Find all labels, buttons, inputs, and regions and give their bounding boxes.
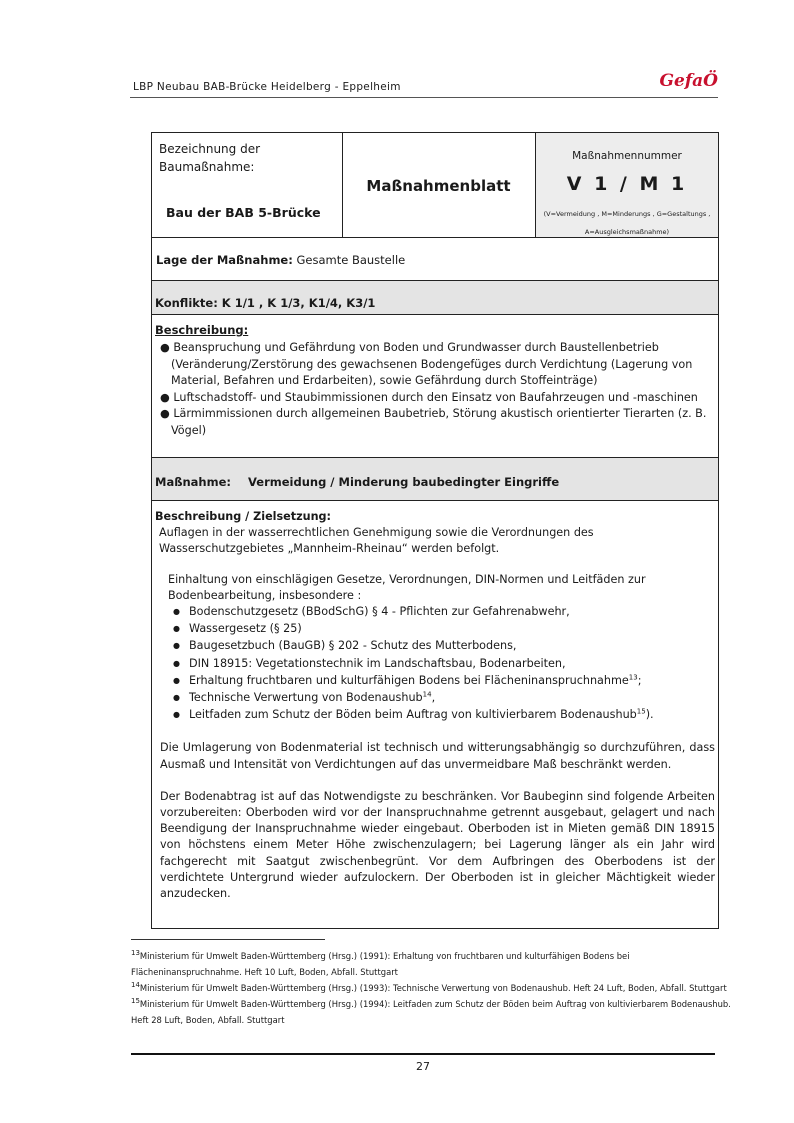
measure-type-legend bbox=[536, 205, 718, 241]
objective-paragraph: Die Umlagerung von Bodenmaterial ist technisch und witterungsabhängig so durchzuführen, dass Ausmaß und Intensität von Verdichtungen auf das unvermeidbare Maß beschränkt werden. bbox=[160, 741, 715, 771]
legend-line: (V=Vermeidung , M=Minderungs , G=Gestaltungs , bbox=[543, 210, 711, 218]
list-item: ● Wassergesetz (§ 25) bbox=[168, 621, 715, 638]
measure-value: Vermeidung / Minderung baubedingter Eingriffe bbox=[248, 475, 560, 489]
list-item: ● Leitfaden zum Schutz der Böden beim Auftrag von kultivierbarem Bodenaushub$^{15}$). bbox=[168, 707, 715, 724]
footnote-separator bbox=[131, 939, 325, 940]
list-item: ● Bodenschutzgesetz (BBodSchG) § 4 - Pflichten zur Gefahrenabwehr, bbox=[168, 604, 715, 621]
measure-row bbox=[151, 458, 719, 501]
sheet-title-cell bbox=[342, 133, 536, 237]
list-item: ● Baugesetzbuch (BauGB) § 202 - Schutz des Mutterbodens, bbox=[168, 638, 715, 655]
page-number: 27 bbox=[416, 1060, 430, 1073]
list-item: ● Erhaltung fruchtbaren und kulturfähigen Bodens bei Flächeninanspruchnahme$^{13}$; bbox=[168, 673, 715, 690]
conflicts-text: Konflikte: K 1/1 , K 1/3, K1/4, K3/1 bbox=[155, 296, 376, 310]
location-row bbox=[151, 238, 719, 281]
measure-number-label: Maßnahmennummer bbox=[572, 150, 682, 162]
list-item: ● Luftschadstoff- und Staubimmissionen durch den Einsatz von Baufahrzeugen und -maschinen bbox=[160, 390, 698, 404]
regulation-list bbox=[155, 604, 715, 724]
measure-number-cell bbox=[536, 133, 718, 237]
objective-content bbox=[155, 509, 715, 902]
impact-list bbox=[156, 340, 711, 440]
objective-paragraph: Der Bodenabtrag ist auf das Notwendigste zu beschränken. Vor Baubeginn sind folgende Arbeiten vorzubereiten: Oberboden wird vor der Inanspruchnahme getrennt ausgebaut, gelagert und nach Beendigung der Inanspruchnahme wieder eingebaut. Oberboden ist in Mieten gemäß DIN 18915 von höchstens einem Meter Höhe zwischenzulagern; bei Lagerung länger als ein Jahr wird fachgerecht mit Saatgut zwischenbegrünt. Vor dem Aufbringen des Oberbodens ist der verdichtete Untergrund wieder aufzulockern. Der Oberboden ist in gleicher Mächtigkeit wieder anzudecken. bbox=[160, 789, 715, 901]
construction-name: Bau der BAB 5-Brücke bbox=[166, 205, 321, 220]
footnote: $^{14}$Ministerium für Umwelt Baden-Württemberg (Hrsg.) (1993): Technische Verwertung von Bodenaushub. Heft 24 Luft, Boden, Abfall. Stuttgart bbox=[131, 981, 727, 993]
location-value: Gesamte Baustelle bbox=[296, 253, 406, 267]
company-logo: GefaÖ bbox=[659, 71, 718, 91]
list-item: ● Beanspruchung und Gefährdung von Boden und Grundwasser durch Baustellenbetrieb (Veränderung/Zerstörung des gewachsenen Bodengefüges durch Verdichtung (Lagerung von Material, Befahren und Erdarbeiten), sowie Gefährdung durch Stoffeinträge) bbox=[160, 341, 693, 388]
measure-label: Maßnahme: bbox=[155, 475, 231, 489]
conflicts-row bbox=[151, 281, 719, 315]
list-item: ● DIN 18915: Vegetationstechnik im Landschaftsbau, Bodenarbeiten, bbox=[168, 656, 715, 673]
project-title: LBP Neubau BAB-Brücke Heidelberg - Eppelheim bbox=[133, 81, 401, 93]
title-block bbox=[151, 132, 719, 238]
measure-number: V 1 / M 1 bbox=[566, 173, 688, 195]
legend-line: A=Ausgleichsmaßnahme) bbox=[584, 228, 670, 236]
footnote: $^{13}$Ministerium für Umwelt Baden-Württemberg (Hrsg.) (1991): Erhaltung von fruchtbaren und kulturfähigen Bodens bei Flächeninanspruchnahme. Heft 10 Luft, Boden, Abfall. Stuttgart bbox=[131, 949, 630, 977]
description-heading: Beschreibung: bbox=[155, 323, 249, 337]
measure-designation-cell bbox=[152, 133, 343, 237]
list-item: ● Lärmimmissionen durch allgemeinen Baubetrieb, Störung akustisch orientierter Tierarten (z. B. Vögel) bbox=[160, 407, 707, 437]
objective-row bbox=[151, 501, 719, 929]
description-row bbox=[151, 315, 719, 458]
objective-paragraph: Einhaltung von einschlägigen Gesetze, Verordnungen, DIN-Normen und Leitfäden zur Bodenbearbeitung, insbesondere : bbox=[168, 572, 646, 602]
footer-rule bbox=[131, 1053, 715, 1055]
footnote-ref: 13 bbox=[628, 673, 638, 682]
list-item: ● Technische Verwertung von Bodenaushub$^{14}$, bbox=[168, 690, 715, 707]
objective-paragraph: Auflagen in der wasserrechtlichen Genehmigung sowie die Verordnungen des Wasserschutzgebietes „Mannheim-Rheinau“ werden befolgt. bbox=[159, 526, 594, 556]
objective-heading: Beschreibung / Zielsetzung: bbox=[155, 510, 332, 523]
location-text bbox=[156, 253, 405, 267]
footnotes bbox=[131, 948, 737, 1028]
footnote-ref: 15 bbox=[636, 707, 646, 716]
footnote-ref: 14 bbox=[422, 690, 432, 699]
footnote: $^{15}$Ministerium für Umwelt Baden-Württemberg (Hrsg.) (1994): Leitfaden zum Schutz der Böden beim Auftrag von kultivierbarem Bodenaushub. Heft 28 Luft, Boden, Abfall. Stuttgart bbox=[131, 997, 731, 1025]
page-header bbox=[130, 71, 718, 98]
designation-label: Bezeichnung der Baumaßnahme: bbox=[159, 142, 261, 174]
sheet-title: Maßnahmenblatt bbox=[366, 177, 511, 195]
location-label: Lage der Maßnahme: bbox=[156, 253, 293, 267]
